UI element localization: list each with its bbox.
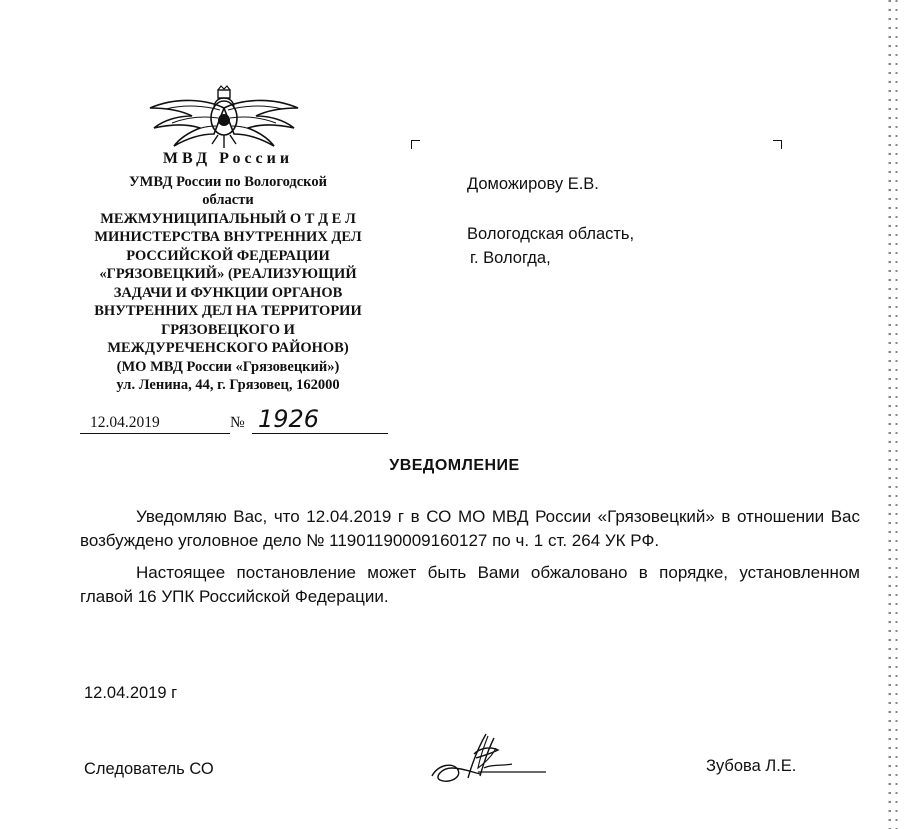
number-sign: № — [230, 414, 245, 431]
addressee-block — [467, 172, 634, 270]
org-line: области — [202, 192, 254, 208]
org-line: ГРЯЗОВЕЦКОГО И — [161, 321, 295, 338]
signer-name: Зубова Л.Е. — [706, 757, 797, 775]
signature-date: 12.04.2019 г — [84, 684, 178, 702]
org-line: «ГРЯЗОВЕЦКИЙ» (РЕАЛИЗУЮЩИЙ — [99, 266, 357, 282]
org-line: УМВД России по Вологодской — [129, 173, 327, 190]
org-line: (МО МВД России «Грязовецкий») — [116, 358, 340, 375]
document-body — [80, 505, 860, 617]
addressee-region: Вологодская область, — [467, 225, 635, 243]
addressee-name: Доможирову Е.В. — [467, 175, 599, 193]
handwritten-signature-icon — [428, 728, 548, 790]
document-title: УВЕДОМЛЕНИЕ — [389, 457, 520, 474]
org-line: РОССИЙСКОЙ ФЕДЕРАЦИИ — [126, 247, 330, 264]
org-line: МИНИСТЕРСТВА ВНУТРЕННИХ ДЕЛ — [94, 229, 362, 245]
body-paragraph: Настоящее постановление может быть Вами обжаловано в порядке, установленном главой 16 УПК Российской Федерации. — [80, 563, 860, 606]
body-paragraph: Уведомляю Вас, что 12.04.2019 г в СО МО МВД России «Грязовецкий» в отношении Вас возбуждено уголовное дело № 11901190009160127 по ч. 1 ст. 264 УК РФ. — [80, 507, 860, 550]
org-line: ВНУТРЕННИХ ДЕЛ НА ТЕРРИТОРИИ — [94, 303, 362, 319]
org-address: ул. Ленина, 44, г. Грязовец, 162000 — [116, 377, 340, 393]
org-line: МЕЖДУРЕЧЕНСКОГО РАЙОНОВ) — [107, 340, 349, 356]
address-corner-left — [411, 140, 420, 149]
document-date: 12.04.2019 — [80, 413, 230, 434]
organization-header — [80, 150, 376, 395]
document-number: 1926 — [252, 405, 388, 434]
org-line: МЕЖМУНИЦИПАЛЬНЫЙ О Т Д Е Л — [100, 210, 356, 227]
signer-role: Следователь СО — [84, 760, 214, 778]
address-corner-right — [773, 140, 782, 149]
mvd-emblem-icon — [148, 78, 300, 152]
ministry-name: МВД России — [162, 150, 294, 167]
scan-edge-artifact — [883, 0, 901, 829]
addressee-city: г. Вологда, — [470, 249, 551, 267]
org-line: ЗАДАЧИ И ФУНКЦИИ ОРГАНОВ — [113, 284, 343, 301]
